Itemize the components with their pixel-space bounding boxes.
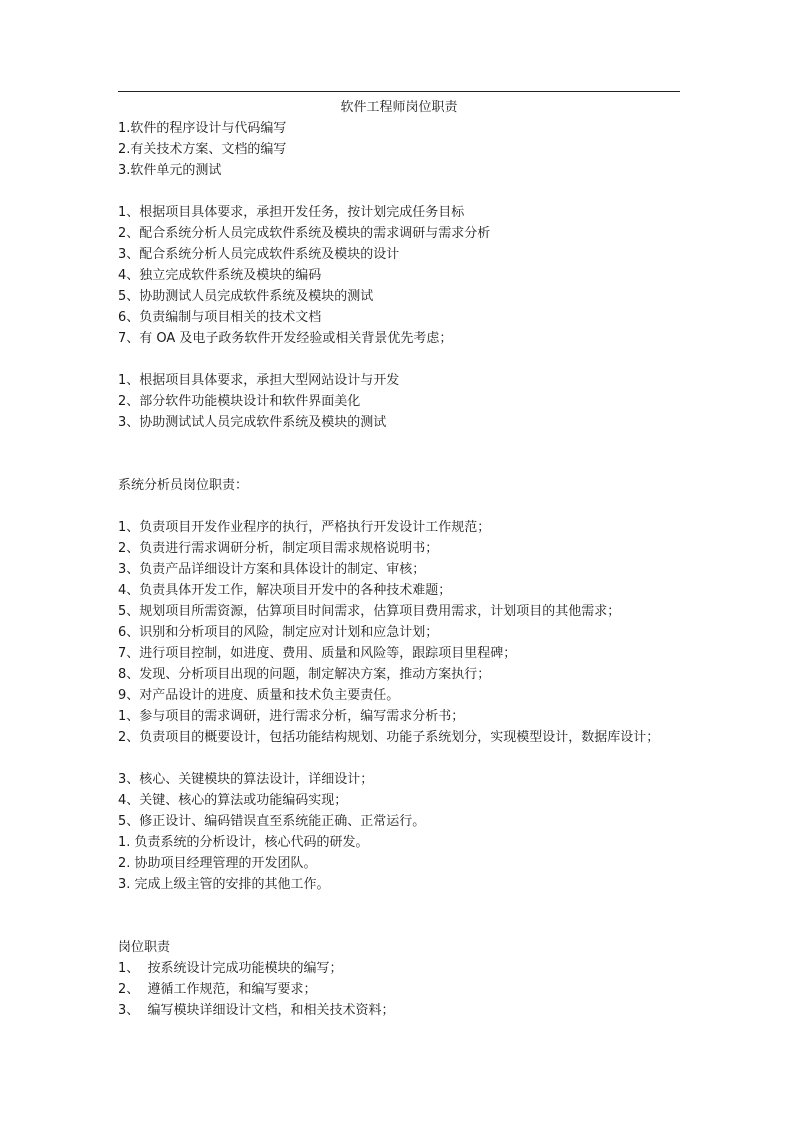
paragraph-line: 2、配合系统分析人员完成软件系统及模块的需求调研与需求分析 [118,226,491,241]
paragraph-line: 2、部分软件功能模块设计和软件界面美化 [118,394,361,409]
paragraph-line: 3、负责产品详细设计方案和具体设计的制定、审核； [118,562,426,577]
blank-line [118,454,683,475]
paragraph-line: 1、 按系统设计完成功能模块的编写； [118,961,343,976]
blank-line [118,895,683,916]
paragraph-line: 2. 协助项目经理管理的开发团队。 [118,856,317,871]
paragraph-line: 2.有关技术方案、文档的编写 [118,142,287,157]
paragraph-line: 5、协助测试人员完成软件系统及模块的测试 [118,289,374,304]
paragraph-line: 7、有 OA 及电子政务软件开发经验或相关背景优先考虑； [118,331,453,346]
paragraph-line: 7、进行项目控制，如进度、费用、质量和风险等，跟踪项目里程碑； [118,646,517,661]
paragraph-line: 8、发现、分析项目出现的问题，制定解决方案，推动方案执行； [118,667,491,682]
blank-line [118,181,683,202]
paragraph-line: 3.软件单元的测试 [118,163,222,178]
document-body [118,118,683,1021]
paragraph-line: 3. 完成上级主管的安排的其他工作。 [118,877,330,892]
paragraph-line: 9、对产品设计的进度、质量和技术负主要责任。 [118,688,400,703]
section-heading: 系统分析员岗位职责： [118,478,249,493]
paragraph-line: 4、独立完成软件系统及模块的编码 [118,268,322,283]
paragraph-line: 4、负责具体开发工作，解决项目开发中的各种技术难题； [118,583,452,598]
section-heading: 岗位职责 [118,940,171,955]
paragraph-line: 3、协助测试试人员完成软件系统及模块的测试 [118,415,387,430]
paragraph-line: 4、关键、核心的算法或功能编码实现； [118,793,348,808]
blank-line [118,916,683,937]
paragraph-line: 3、配合系统分析人员完成软件系统及模块的设计 [118,247,400,262]
paragraph-line: 6、负责编制与项目相关的技术文档 [118,310,322,325]
paragraph-line: 1、根据项目具体要求，承担大型网站设计与开发 [118,373,400,388]
paragraph-line: 1、参与项目的需求调研，进行需求分析，编写需求分析书； [118,709,465,724]
blank-line [118,496,683,517]
paragraph-line: 1.软件的程序设计与代码编写 [118,121,287,136]
paragraph-line: 3、 编写模块详细设计文档，和相关技术资料； [118,1003,395,1018]
paragraph-line: 1、负责项目开发作业程序的执行，严格执行开发设计工作规范； [118,520,491,535]
paragraph-line-wrapped: 2、负责项目的概要设计，包括功能结构规划、功能子系统划分，实现模型设计，数据库设计； [118,730,660,745]
paragraph-line: 3、核心、关键模块的算法设计，详细设计； [118,772,374,787]
document-title: 软件工程师岗位职责 [340,100,458,115]
paragraph-line: 1、根据项目具体要求，承担开发任务，按计划完成任务目标 [118,205,465,220]
blank-line [118,433,683,454]
paragraph-line: 5、修正设计、编码错误直至系统能正确、正常运行。 [118,814,426,829]
paragraph-line: 6、识别和分析项目的风险，制定应对计划和应急计划； [118,625,439,640]
paragraph-line: 2、 遵循工作规范，和编写要求； [118,982,317,997]
blank-line [118,349,683,370]
paragraph-line: 1. 负责系统的分析设计，核心代码的研发。 [118,835,369,850]
header-rule [118,91,680,92]
paragraph-line: 5、规划项目所需资源，估算项目时间需求，估算项目费用需求，计划项目的其他需求； [118,604,621,619]
paragraph-line: 2、负责进行需求调研分析，制定项目需求规格说明书； [118,541,439,556]
